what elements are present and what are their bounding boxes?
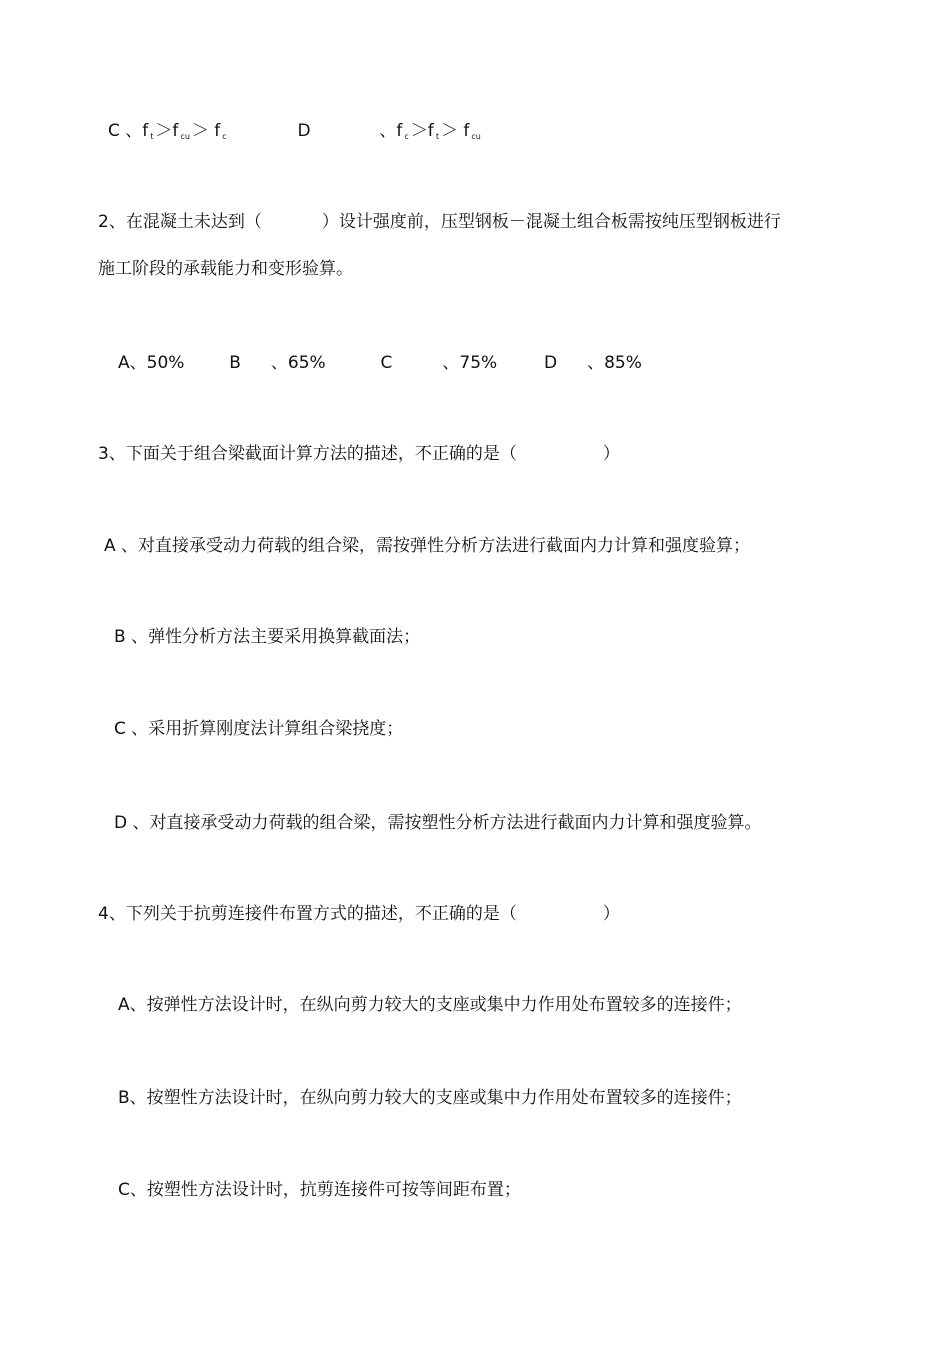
q2-stem-line2: 施工阶段的承载能力和变形验算。: [98, 259, 353, 279]
q3-option-c: C 、采用折算刚度法计算组合梁挠度；: [114, 719, 404, 739]
q3-option-b: B 、弹性分析方法主要采用换算截面法；: [114, 627, 421, 647]
q3-option-a: A 、对直接承受动力荷载的组合梁，需按弹性分析方法进行截面内力计算和强度验算；: [104, 536, 751, 556]
q3-stem-b: ）: [602, 444, 620, 464]
q4-stem-b: ）: [602, 904, 620, 924]
q1-options-cd: [108, 120, 483, 148]
q4-option-c: C、按塑性方法设计时，抗剪连接件可按等间距布置；: [118, 1180, 521, 1200]
q2-stem-b: ）设计强度前，压型钢板－混凝土组合板需按纯压型钢板进行: [321, 212, 781, 232]
q2-stem-a: 2、在混凝土未达到（: [98, 212, 262, 232]
q1-option-c-text: 、f $_t$ ＞f $_{cu}$ ＞ f $_c$: [125, 121, 227, 141]
q4-option-a: A、按弹性方法设计时，在纵向剪力较大的支座或集中力作用处布置较多的连接件；: [118, 995, 742, 1015]
q3-stem: [98, 443, 620, 465]
q4-stem: [98, 903, 620, 925]
q2-option-d: D 、85%: [544, 353, 642, 373]
q4-stem-a: 4、下列关于抗剪连接件布置方式的描述，不正确的是（: [98, 904, 517, 924]
q2-option-b: B 、65%: [229, 353, 326, 373]
q1-option-c-letter: C: [108, 121, 120, 141]
q3-stem-a: 3、下面关于组合梁截面计算方法的描述，不正确的是（: [98, 444, 517, 464]
q1-option-d-letter: D: [297, 121, 311, 141]
q2-stem-line1: [98, 211, 781, 233]
q4-option-b: B、按塑性方法设计时，在纵向剪力较大的支座或集中力作用处布置较多的连接件；: [118, 1088, 742, 1108]
q2-option-c: C 、75%: [380, 353, 498, 373]
q1-option-d-text: 、f $_c$ ＞f $_t$ ＞ f $_{cu}$: [379, 121, 481, 141]
q3-option-d: D 、对直接承受动力荷载的组合梁，需按塑性分析方法进行截面内力计算和强度验算。: [114, 813, 762, 833]
q2-options: [118, 352, 642, 374]
q2-option-a: A、50%: [118, 353, 185, 373]
